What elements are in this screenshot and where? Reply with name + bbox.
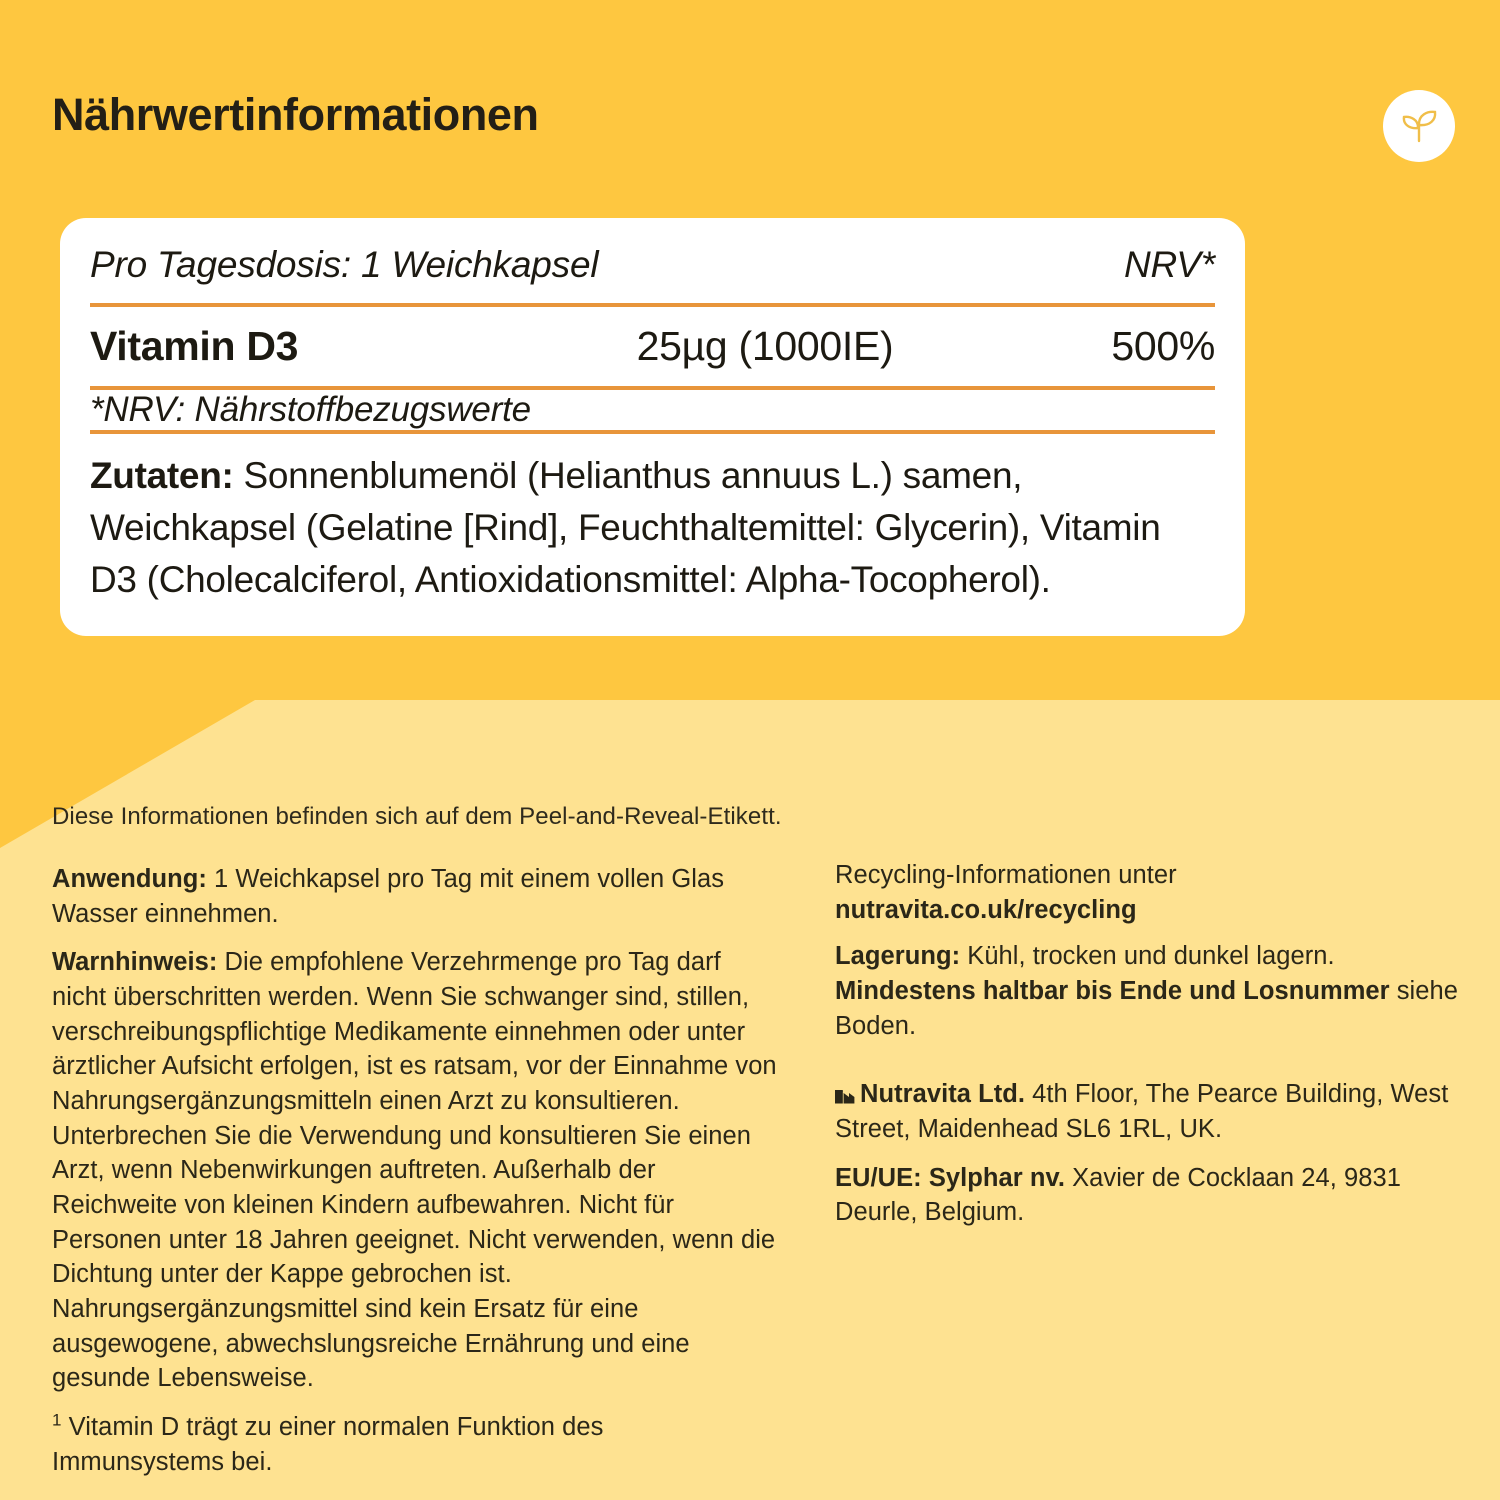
warning-text: Die empfohlene Verzehrmenge pro Tag darf nicht überschritten werden. Wenn Sie schwanger sind, stillen, verschreibungspflichtige Medikamente einnehmen oder unter ärztlicher Aufsicht erfolgen, ist es ratsam, vor der Einnahme von Nahrungsergänzungsmitteln einen Arzt zu konsultieren. Unterbrechen Sie die Verwendung und konsultieren Sie einen Arzt, wenn Nebenwirkungen auftreten. Außerhalb der Reichweite von kleinen Kindern aufbewahren. Nicht für Personen unter 18 Jahren geeignet. Nicht verwenden, wenn die Dichtung unter der Kappe gebrochen ist. Nahrungsergänzungsmittel sind kein Ersatz für eine ausgewogene, abwechslungsreiche Ernährung und eine gesunde Lebensweise. [52,948,777,1393]
storage-text-first: Kühl, trocken und dunkel lagern. [960,942,1335,971]
ingredients-paragraph [90,434,1215,606]
manufacturer-address: 4th Floor, The Pearce Building, West Street, Maidenhead SL6 1RL, UK. [835,1080,1449,1144]
storage-paragraph [835,939,1460,1043]
eu-representative-label: EU/UE: Sylphar nv. [835,1163,1065,1192]
health-claim-paragraph [52,1410,782,1479]
nutrient-nrv: 500% [1111,323,1215,369]
serving-size-label: Pro Tagesdosis: 1 Weichkapsel [90,244,599,285]
recycling-intro: Recycling-Informationen unter [835,861,1177,889]
eu-representative-paragraph [835,1161,1460,1230]
usage-paragraph [52,862,782,931]
eu-representative-address: Xavier de Cocklaan 24, 9831 Deurle, Belgium. [835,1163,1401,1227]
page-title: Nährwertinformationen [52,89,539,140]
storage-text-last: siehe Boden. [835,977,1458,1040]
manufacturer-name: Nutravita Ltd. [860,1080,1026,1109]
factory-icon [835,1087,855,1104]
nutrient-name: Vitamin D3 [90,323,299,369]
left-text-column [52,862,782,1479]
nrv-footnote-row [90,390,1215,430]
recycling-paragraph [835,858,1460,927]
nutrition-table [90,244,1215,434]
right-text-column [835,858,1460,1230]
usage-label: Anwendung: [52,865,207,893]
page-header [0,0,1500,200]
nrv-column-header: NRV* [1123,244,1215,285]
brand-logo [1383,90,1455,162]
peel-and-reveal-note: Diese Informationen befinden sich auf dem Peel-and-Reveal-Etikett. [52,803,782,830]
recycling-url[interactable]: nutravita.co.uk/recycling [835,895,1137,924]
table-header-row [90,244,1215,303]
ingredients-text: Sonnenblumenöl (Helianthus annuus L.) samen, Weichkapsel (Gelatine [Rind], Feuchthaltemittel: Glycerin), Vitamin D3 (Cholecalciferol, Antioxidationsmittel: Alpha-Tocopherol). [90,455,1161,601]
nrv-footnote: *NRV: Nährstoffbezugswerte [90,390,531,429]
ingredients-label: Zutaten: [90,455,234,496]
storage-label: Lagerung: [835,942,961,971]
table-row [90,307,1215,386]
nutrition-info-card [60,218,1245,636]
warning-paragraph [52,945,782,1396]
usage-text: 1 Weichkapsel pro Tag mit einem vollen Glas Wasser einnehmen. [52,865,725,928]
manufacturer-paragraph [835,1077,1460,1146]
sprout-leaf-icon [1396,103,1442,149]
claim-marker: 1 [52,1410,62,1430]
storage-text-bold: Mindestens haltbar bis Ende und Losnummer [835,977,1390,1006]
claim-text: Vitamin D trägt zu einer normalen Funktion des Immunsystems bei. [52,1413,604,1476]
nutrient-amount: 25µg (1000IE) [636,323,894,369]
warning-label: Warnhinweis: [52,948,218,977]
